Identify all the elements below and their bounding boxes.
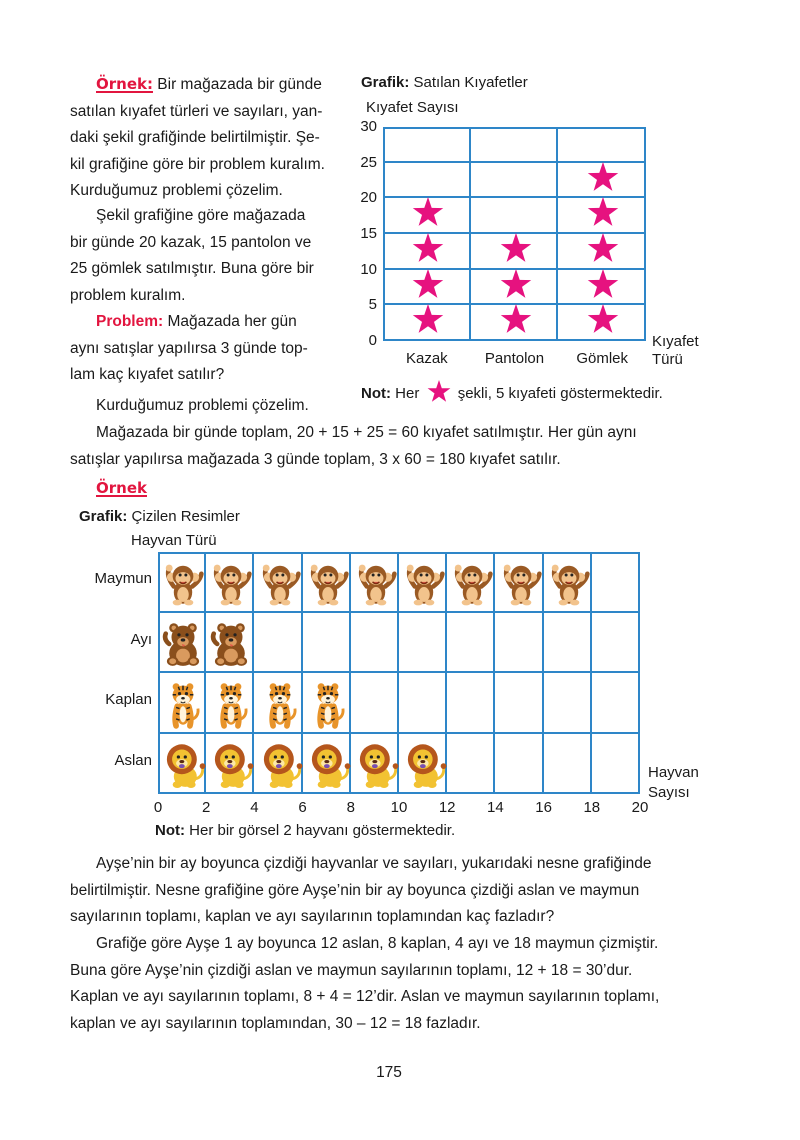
- chart2-grid-cell: [447, 613, 495, 674]
- chart1-ytick-label: 10: [360, 260, 377, 278]
- chart1-title-prefix: Grafik:: [361, 74, 410, 91]
- intro-line: daki şekil grafiğinde belirtilmiştir. Şe-: [70, 129, 320, 146]
- solve-line: Kurduğumuz problemi çözelim.: [96, 396, 309, 414]
- para2-line: Şekil grafiğine göre mağazada: [96, 207, 306, 224]
- solution-line: satışlar yapılırsa mağazada 3 günde toplam, 3 x 60 = 180 kıyafet satılır.: [70, 450, 561, 468]
- para-line: Buna göre Ayşe’nin çizdiği aslan ve maymun sayılarının toplamı, 12 + 18 = 30’dur.: [70, 961, 633, 979]
- chart2-ylabel: Hayvan Türü: [131, 532, 217, 549]
- chart1-grid-cell: [471, 163, 559, 199]
- star-icon: [499, 303, 533, 337]
- chart1-ylabel: Kıyafet Sayısı: [366, 99, 459, 116]
- chart1-grid-cell: [383, 127, 471, 163]
- star-icon: [586, 161, 620, 195]
- lion-icon: [354, 738, 398, 792]
- star-icon: [586, 232, 620, 266]
- chart1-ytick-label: 25: [360, 153, 377, 171]
- lion-icon: [306, 738, 350, 792]
- chart2-category-label: Maymun: [94, 570, 152, 587]
- para-line: sayılarının toplamı, kaplan ve ayı sayılarının toplamından kaç fazladır?: [70, 908, 555, 925]
- monkey-icon: [258, 556, 302, 610]
- para2-line: problem kuralım.: [70, 286, 186, 304]
- problem-line: lam kaç kıyafet satılır?: [70, 366, 225, 383]
- chart2-grid-cell: [592, 734, 640, 795]
- chart1-title: [361, 74, 528, 91]
- monkey-icon: [402, 556, 446, 610]
- star-icon: [411, 196, 445, 230]
- solution-line: Mağazada bir günde toplam, 20 + 15 + 25 = 60 kıyafet satılmıştır. Her gün aynı: [96, 424, 637, 441]
- tiger-icon: [306, 677, 350, 731]
- chart2-grid-cell: [592, 552, 640, 613]
- chart2-title-prefix: Grafik:: [79, 508, 128, 525]
- chart2-xlabel: [648, 763, 699, 803]
- example1-solution: [70, 420, 730, 473]
- star-icon: [411, 268, 445, 302]
- chart2-note: [155, 822, 455, 839]
- chart2-grid-cell: [495, 613, 543, 674]
- chart2-category-label: Kaplan: [105, 691, 152, 708]
- chart2-xtick-label: 12: [438, 799, 456, 816]
- chart2-note-prefix: Not:: [155, 822, 185, 839]
- monkey-icon: [547, 556, 591, 610]
- example2-paragraph2: [70, 931, 730, 1037]
- ornek-label: Örnek:: [96, 75, 153, 93]
- chart2-xlabel-line: Hayvan: [648, 764, 699, 781]
- chart1-xlabel-line: Kıyafet: [652, 333, 699, 350]
- chart2-grid-cell: [447, 673, 495, 734]
- lion-icon: [161, 738, 205, 792]
- chart1-ytick-label: 5: [368, 296, 377, 314]
- para-line: belirtilmiştir. Nesne grafiğine göre Ayşe’nin bir ay boyunca çizdiği aslan ve maymun: [70, 881, 640, 899]
- intro-line: kil grafiğine göre bir problem kuralım.: [70, 155, 325, 173]
- star-icon: [586, 268, 620, 302]
- chart1-xlabel-line: Türü: [652, 351, 683, 368]
- example2-ornek: [96, 479, 147, 498]
- chart2-grid-cell: [254, 613, 302, 674]
- chart2-title-text: Çizilen Resimler: [131, 508, 240, 525]
- chart2-grid-cell: [351, 613, 399, 674]
- tiger-icon: [209, 677, 253, 731]
- para-line: Grafiğe göre Ayşe 1 ay boyunca 12 aslan, 8 kaplan, 4 ayı ve 18 maymun çizmiştir.: [96, 935, 659, 952]
- chart1-note: [361, 380, 663, 404]
- problem-label: Problem:: [96, 313, 164, 330]
- chart2-xtick-label: 8: [346, 799, 355, 816]
- chart2-xtick-label: 6: [298, 799, 307, 816]
- star-icon: [586, 196, 620, 230]
- chart2-xtick-label: 4: [250, 799, 259, 816]
- chart1-ytick-label: 15: [360, 225, 377, 242]
- example1-intro: [70, 71, 346, 205]
- chart2-category-label: Aslan: [114, 751, 152, 769]
- lion-icon: [258, 738, 302, 792]
- chart1-grid-cell: [383, 163, 471, 199]
- monkey-icon: [450, 556, 494, 610]
- chart2-grid-cell: [447, 734, 495, 795]
- chart2-grid-cell: [592, 673, 640, 734]
- monkey-icon: [209, 556, 253, 610]
- chart1-note-after: şekli, 5 kıyafeti göstermektedir.: [457, 385, 663, 402]
- example1-problem: [70, 309, 346, 419]
- chart1-note-prefix: Not:: [361, 385, 391, 402]
- chart2-note-text: Her bir görsel 2 hayvanı göstermektedir.: [189, 822, 456, 839]
- chart2-title: [79, 508, 240, 525]
- chart2-xtick-label: 16: [535, 799, 552, 816]
- example2-paragraph1: [70, 851, 730, 931]
- chart1-ytick-label: 0: [368, 332, 377, 349]
- chart2-grid-cell: [544, 613, 592, 674]
- star-icon: [499, 232, 533, 266]
- star-icon: [411, 232, 445, 266]
- lion-icon: [209, 738, 253, 792]
- monkey-icon: [306, 556, 350, 610]
- para2-line: bir günde 20 kazak, 15 pantolon ve: [70, 233, 312, 251]
- lion-icon: [402, 738, 446, 792]
- chart2-grid-cell: [544, 673, 592, 734]
- problem-line: Mağazada her gün: [167, 313, 297, 330]
- chart2-xtick-label: 2: [202, 799, 211, 816]
- para-line: Kaplan ve ayı sayılarının toplamı, 8 + 4 = 12’dir. Aslan ve maymun sayılarının toplamı,: [70, 988, 660, 1005]
- chart2-grid-cell: [544, 734, 592, 795]
- bear-icon: [161, 617, 205, 671]
- chart1-ytick-label: 30: [360, 118, 377, 135]
- chart2-xtick-label: 18: [583, 799, 601, 816]
- chart2-xtick-label: 10: [390, 799, 408, 816]
- tiger-icon: [258, 677, 302, 731]
- intro-line: Bir mağazada bir günde: [157, 76, 322, 93]
- chart2-xtick-label: 20: [631, 799, 649, 816]
- bear-icon: [209, 617, 253, 671]
- page-number: 175: [376, 1064, 402, 1081]
- ornek-label: Örnek: [96, 479, 147, 497]
- monkey-icon: [354, 556, 398, 610]
- chart2-xlabel-line: Sayısı: [648, 784, 690, 801]
- chart2-grid-cell: [592, 613, 640, 674]
- chart2-grid-cell: [303, 613, 351, 674]
- monkey-icon: [161, 556, 205, 610]
- star-icon: [411, 303, 445, 337]
- chart1-category-label: Kazak: [405, 350, 448, 367]
- para2-line: 25 gömlek satılmıştır. Buna göre bir: [70, 260, 314, 277]
- chart2-xtick-label: 0: [153, 799, 163, 816]
- chart2-grid-cell: [351, 673, 399, 734]
- star-icon: [426, 380, 452, 404]
- star-icon: [499, 268, 533, 302]
- intro-line: Kurduğumuz problemi çözelim.: [70, 182, 283, 199]
- chart2-category-label: Ayı: [130, 630, 152, 648]
- chart1-ytick-label: 20: [360, 189, 377, 207]
- example1-paragraph2: [70, 203, 346, 309]
- problem-line: aynı satışlar yapılırsa 3 günde top-: [70, 339, 308, 357]
- chart1-grid-cell: [471, 127, 559, 163]
- chart2-grid-cell: [399, 673, 447, 734]
- chart2-grid-cell: [495, 734, 543, 795]
- chart1-note-before: Her: [395, 385, 420, 402]
- chart2-xtick-label: 14: [487, 799, 504, 816]
- star-icon: [586, 303, 620, 337]
- chart1-category-label: Pantolon: [484, 350, 545, 367]
- para-line: kaplan ve ayı sayılarının toplamından, 30 – 12 = 18 fazladır.: [70, 1014, 481, 1032]
- intro-line: satılan kıyafet türleri ve sayıları, yan-: [70, 102, 323, 120]
- tiger-icon: [161, 677, 205, 731]
- para-line: Ayşe’nin bir ay boyunca çizdiği hayvanlar ve sayıları, yukarıdaki nesne grafiğinde: [96, 855, 652, 872]
- chart2-grid-cell: [399, 613, 447, 674]
- chart1-grid-cell: [558, 127, 646, 163]
- monkey-icon: [499, 556, 543, 610]
- chart1-grid-cell: [471, 198, 559, 234]
- chart2-grid-cell: [495, 673, 543, 734]
- chart1-title-text: Satılan Kıyafetler: [413, 74, 528, 91]
- chart1-xlabel: [652, 333, 699, 369]
- chart1-category-label: Gömlek: [576, 350, 628, 367]
